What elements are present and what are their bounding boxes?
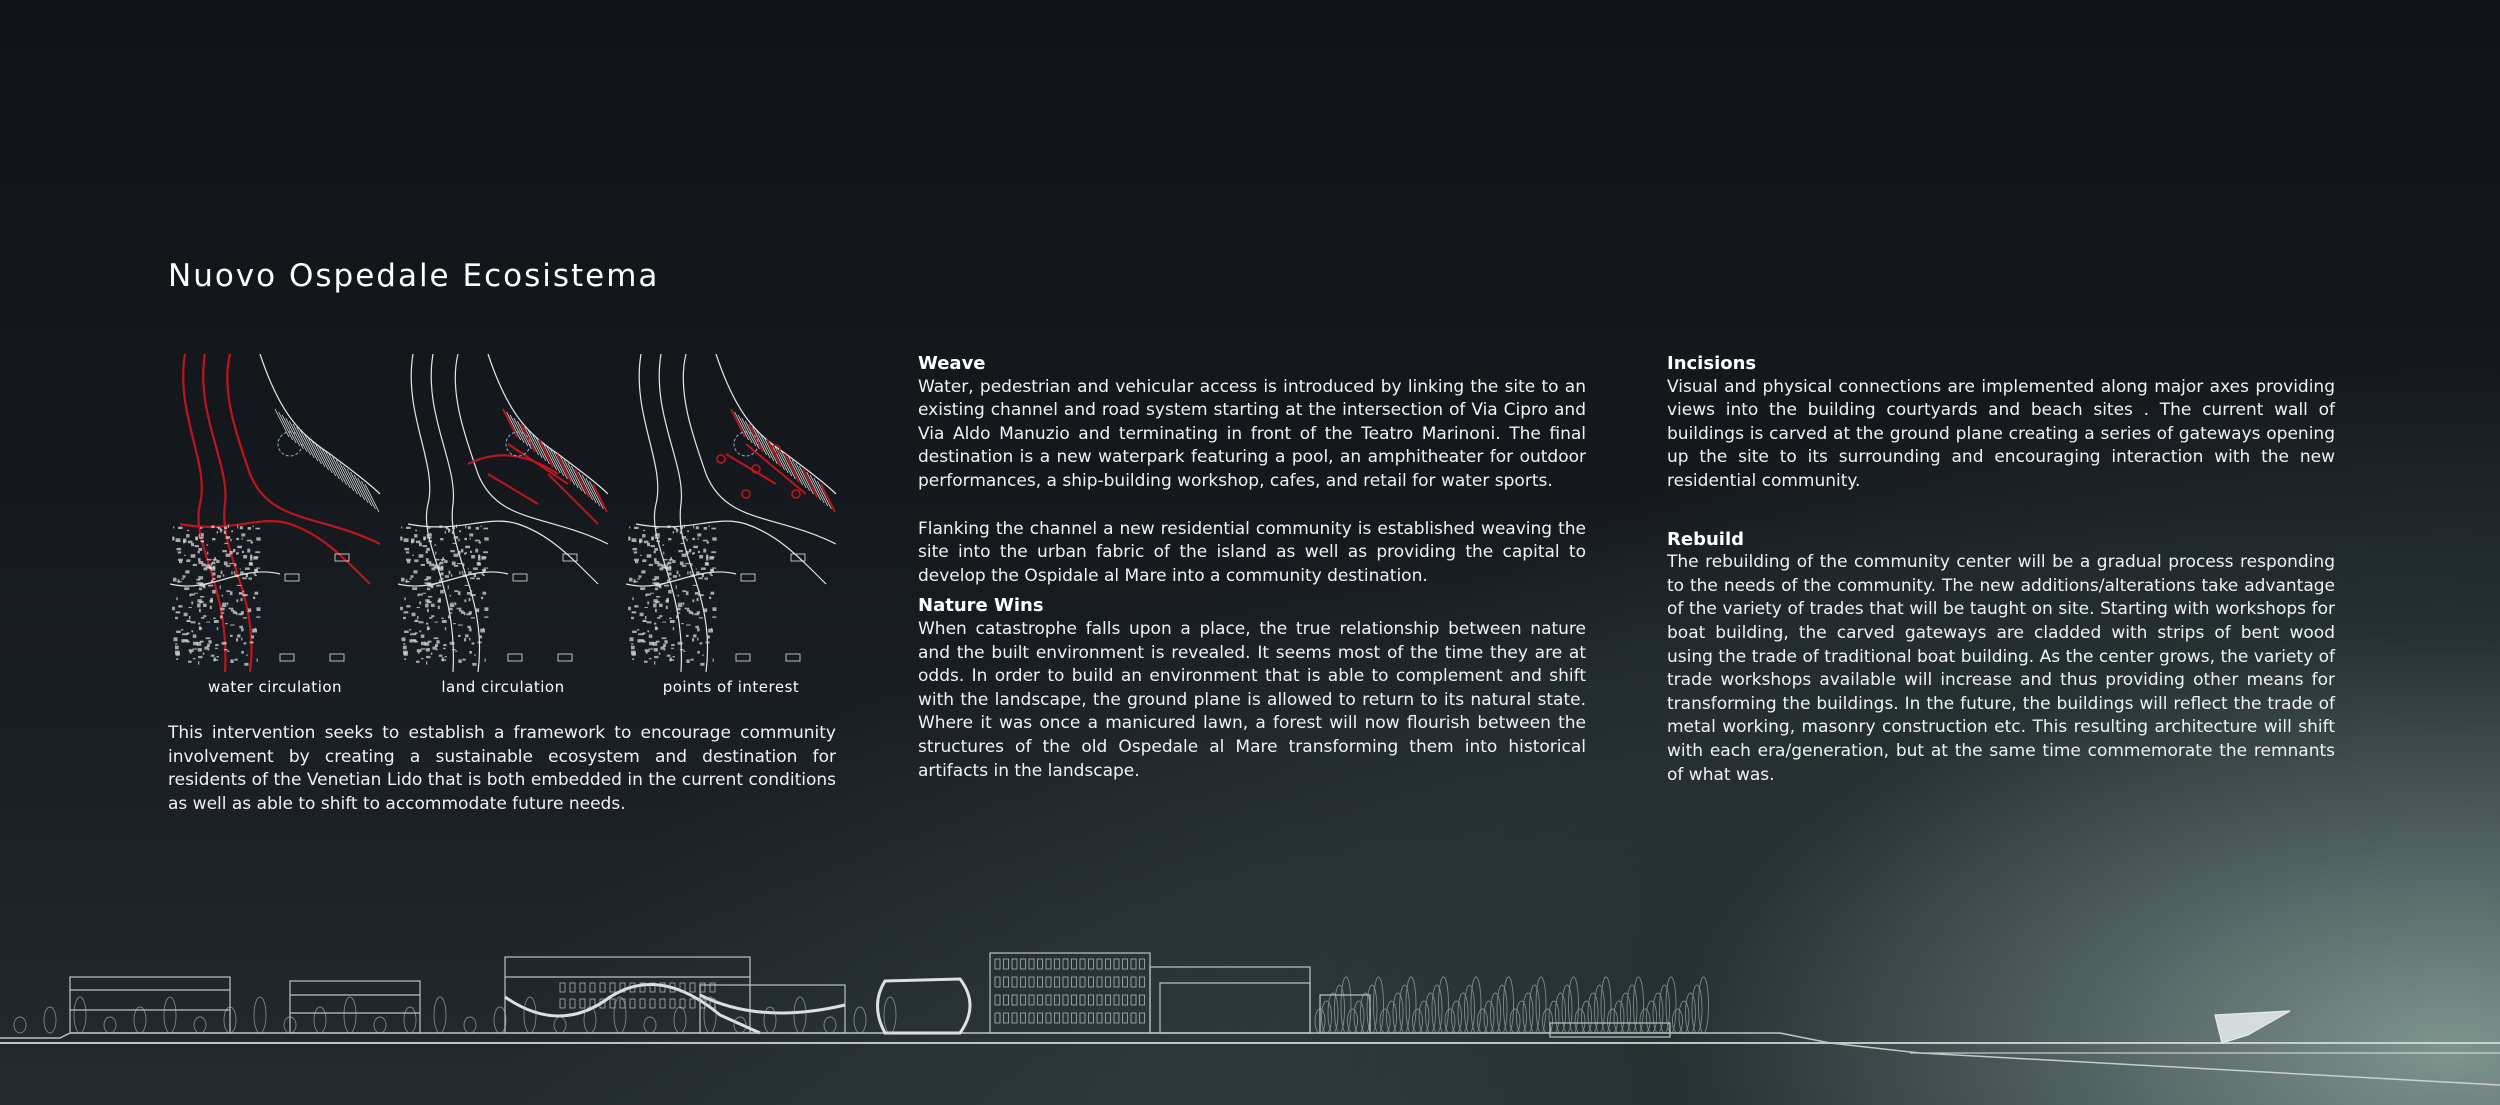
map-caption: points of interest: [662, 678, 800, 696]
incisions-column: [1667, 352, 2335, 787]
points-of-interest-diagram: [626, 354, 836, 672]
nature-wins-paragraph: When catastrophe falls upon a place, the true relationship between nature and the built environment is revealed. It seems most of the time they are at odds. In order to build an environment that is able to complement and shift with the landscape, the ground plane is allowed to return to its natural state. Where it was once a manicured lawn, a forest will now flourish between the structures of the old Ospedale al Mare transforming them into historical artifacts in the landscape.: [918, 618, 1586, 781]
page-title: Nuovo Ospedale Ecosistema: [168, 258, 660, 294]
water-circulation-diagram: [170, 354, 380, 672]
rebuild-paragraph: The rebuilding of the community center will be a gradual process responding to the needs of the community. The new additions/alterations take advantage of the variety of trades that will be taught on site. Starting with workshops for boat building, the carved gateways are cladded with strips of bent wood using the trade of traditional boat building. As the center grows, the variety of trade workshops available will increase and thus providing other means for transforming the buildings. In the future, the buildings will reflect the trade of metal working, masonry construction etc. This resulting architecture will shift with each era/generation, but at the same time commemorate the remnants of what was.: [1667, 552, 2335, 785]
intro-text: [168, 722, 836, 816]
site-elevation-drawing: [0, 935, 2500, 1105]
rebuild-heading: Rebuild: [1667, 528, 1744, 550]
points-of-interest-map: [626, 354, 836, 696]
incisions-paragraph: Visual and physical connections are implemented along major axes providing views into the building courtyards and beach sites . The current wall of buildings is carved at the ground plane creating a series of gateways opening up the site to its surrounding and encouraging interaction with the new residential community.: [1667, 376, 2335, 491]
incisions-heading: Incisions: [1667, 353, 1757, 374]
map-caption: land circulation: [441, 678, 565, 696]
map-caption: water circulation: [207, 678, 343, 696]
weave-heading: Weave: [918, 353, 986, 374]
land-circulation-map: [398, 354, 608, 696]
nature-wins-heading: Nature Wins: [918, 595, 1044, 617]
weave-paragraph-1: Water, pedestrian and vehicular access is introduced by linking the site to an existing channel and road system starting at the intersection of Via Cipro and Via Aldo Manuzio and terminating in front of the Teatro Marinoni. The final destination is a new waterpark featuring a pool, an amphitheater for outdoor performances, a ship-building workshop, cafes, and retail for water sports.: [918, 376, 1586, 491]
weave-paragraph-2: Flanking the channel a new residential community is established weaving the site into the urban fabric of the island as well as providing the capital to develop the Ospidale al Mare into a community destination.: [918, 518, 1586, 586]
intro-paragraph: This intervention seeks to establish a framework to encourage community involvement by creating a sustainable ecosystem and destination for residents of the Venetian Lido that is both embedded in the current conditions as well as able to shift to accommodate future needs.: [168, 723, 836, 814]
land-circulation-diagram: [398, 354, 608, 672]
water-circulation-map: [170, 354, 380, 696]
weave-column: [918, 352, 1586, 783]
